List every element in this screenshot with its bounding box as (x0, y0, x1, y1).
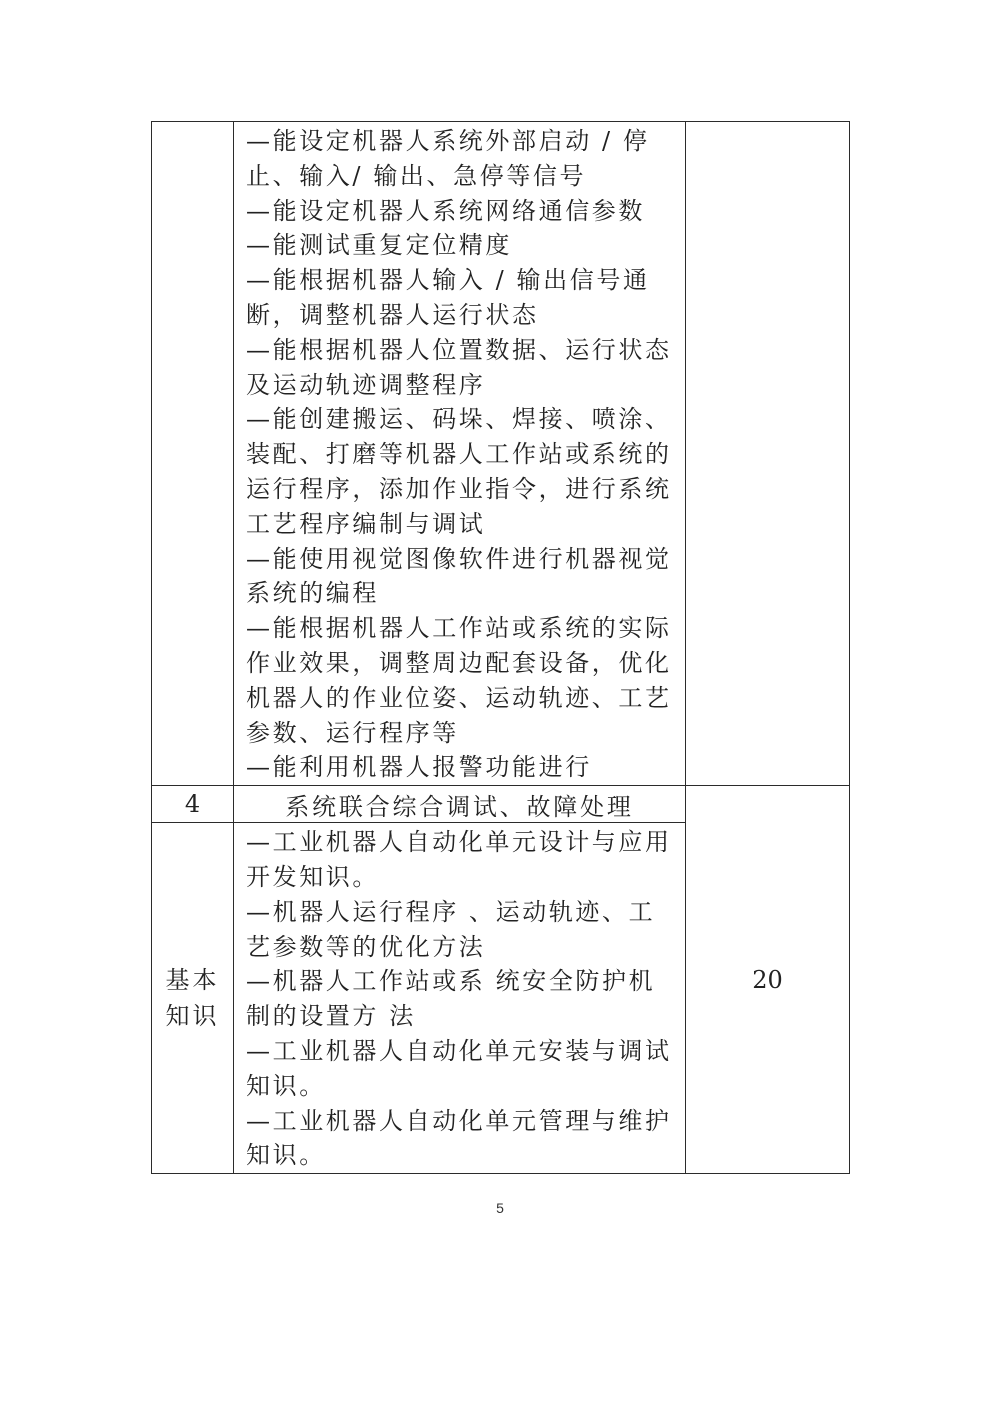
knowledge-content-cell (234, 823, 686, 1174)
content-line: 装配、打磨等机器人工作站或系统的 (246, 440, 672, 469)
content-line: —能根据机器人输入 / 输出信号通 (246, 266, 650, 295)
knowledge-line: 开发知识。 (246, 862, 379, 891)
empty-label-cell (152, 122, 234, 786)
content-line: 止、输入/ 输出、急停等信号 (246, 161, 587, 190)
content-line: —能根据机器人工作站或系统的实际 (246, 614, 672, 643)
content-line: —能测试重复定位精度 (246, 231, 512, 260)
knowledge-label-line: 知识 (165, 1002, 220, 1031)
section-score: 20 (686, 786, 850, 1174)
knowledge-line: —工业机器人自动化单元安装与调试 (246, 1036, 672, 1065)
knowledge-line: 知识。 (246, 1071, 326, 1100)
content-line: —能根据机器人位置数据、运行状态 (246, 335, 672, 364)
page-number: 5 (496, 1200, 504, 1216)
knowledge-line: 知识。 (246, 1141, 326, 1170)
content-line: —能设定机器人系统外部启动 / 停 (246, 127, 650, 155)
content-line: —能创建搬运、码垛、焊接、喷涂、 (246, 405, 672, 434)
content-line: 机器人的作业位姿、运动轨迹、工艺 (246, 683, 672, 712)
content-line: 运行程序，添加作业指令，进行系统 (246, 474, 672, 503)
knowledge-line: —机器人运行程序 、运动轨迹、工 (246, 897, 656, 926)
knowledge-line: 艺参数等的优化方法 (246, 932, 486, 961)
content-line: —能使用视觉图像软件进行机器视觉 (246, 544, 672, 573)
section-header-row (152, 786, 850, 823)
knowledge-line: —机器人工作站或系 统安全防护机 (246, 967, 656, 996)
content-line: 系统的编程 (246, 579, 379, 608)
content-line: —能设定机器人系统网络通信参数 (246, 196, 645, 225)
section-number: 4 (152, 786, 234, 823)
section-title: 系统联合综合调试、故障处理 (234, 786, 686, 823)
content-line: 参数、运行程序等 (246, 718, 459, 747)
empty-score-cell (686, 122, 850, 786)
content-line: —能利用机器人报警功能进行 (246, 753, 592, 782)
content-line: 及运动轨迹调整程序 (246, 370, 486, 399)
training-content-table (151, 121, 850, 1174)
knowledge-line: —工业机器人自动化单元管理与维护 (246, 1106, 672, 1135)
content-line: 工艺程序编制与调试 (246, 509, 486, 538)
content-line: 断，调整机器人运行状态 (246, 300, 539, 329)
content-line: 作业效果，调整周边配套设备，优化 (246, 648, 672, 677)
knowledge-label-line: 基本 (165, 966, 220, 995)
continuation-row (152, 122, 850, 786)
knowledge-label-cell (152, 823, 234, 1174)
skill-requirements-cell (234, 122, 686, 786)
knowledge-line: —工业机器人自动化单元设计与应用 (246, 828, 672, 857)
knowledge-line: 制的设置方 法 (246, 1002, 416, 1031)
